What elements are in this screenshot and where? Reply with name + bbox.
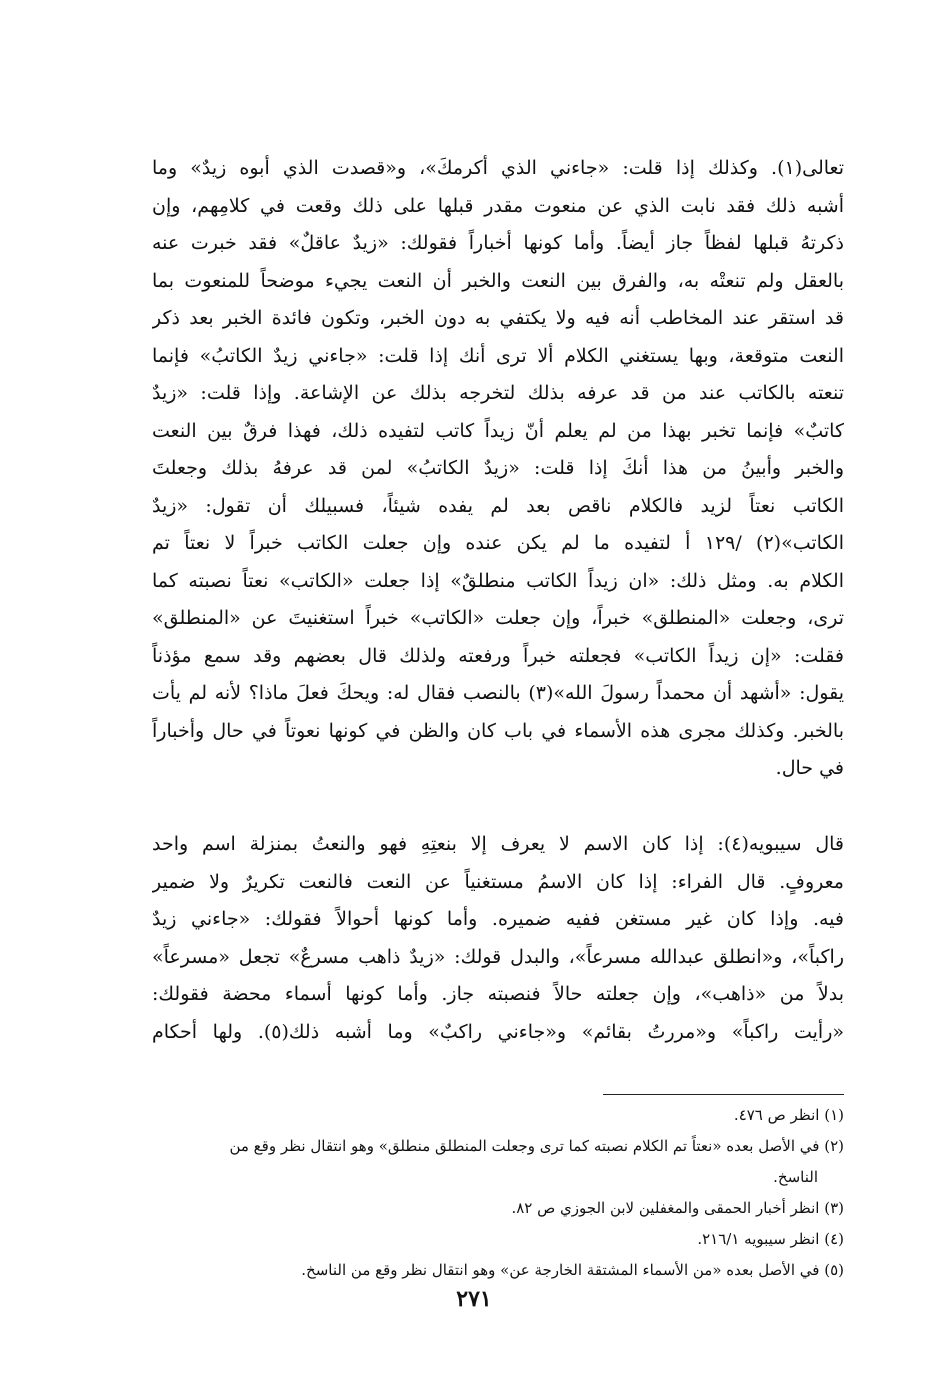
text-line: يقول: «أشهد أن محمداً رسولَ الله»(٣) بالنصب فقال له: ويحكَ فعلَ ماذا؟ لأنه لم يأت [152, 682, 844, 704]
text-line: أشبه ذلك فقد نابت الذي عن منعوت مقدر قبلها على ذلك وقعت في كلامِهم، وإن [152, 194, 844, 217]
footnote: (٥) في الأصل بعده «من الأسماء المشتقة الخارجة عن» وهو انتقال نظر وقع من الناسخ. [301, 1261, 844, 1279]
footnote: (١) انظر ص ٤٧٦. [733, 1106, 844, 1124]
text-line: في حال. [775, 757, 844, 779]
text-line: بدلاً من «ذاهب»، وإن جعلته حالاً فنصبته جاز. وأما كونها أسماء محضة فقولك: [152, 983, 844, 1005]
paragraph-2 [152, 826, 844, 1051]
text-line: ترى، وجعلت «المنطلق» خبراً، وإن جعلت «الكاتب» خبراً استغنيتَ عن «المنطلق» [152, 607, 844, 629]
footnote-separator [603, 1094, 844, 1095]
text-line: فقلت: «إن زيداً الكاتب» فجعلته خبراً ورفعته ولذلك قال بعضهم وقد سمع مؤذناً [152, 644, 844, 667]
text-line: ذكرتهُ قبلها لفظاً جاز أيضاً. وأما كونها أخباراً فقولك: «زيدٌ عاقلٌ» فقد خبرت عنه [152, 232, 844, 254]
text-line: النعت متوقعة، وبها يستغني الكلام ألا ترى أنك إذا قلت: «جاءني زيدٌ الكاتبُ» فإنما [152, 344, 844, 367]
text-line: بالخبر. وكذلك مجرى هذه الأسماء في باب كان والظن في كونها نعوتاً في حال وأخباراً [152, 719, 844, 742]
text-line: الكلام به. ومثل ذلك: «ان زيداً الكاتب منطلقٌ» إذا جعلت «الكاتب» نعتاً نصبته كما [152, 569, 844, 592]
footnote: (٢) في الأصل بعده «نعتاً تم الكلام نصبته كما ترى وجعلت المنطلق منطلق» وهو انتقال نظر وقع من [229, 1137, 844, 1155]
text-line: معروفٍ. قال الفراء: إذا كان الاسمُ مستغنياً عن النعت فالنعت تكريرٌ ولا ضمير [152, 870, 844, 893]
text-line: تعالى(١). وكذلك إذا قلت: «جاءني الذي أكرمكَ»، و«قصدت الذي أبوه زيدٌ» وما [152, 157, 844, 179]
footnote: (٤) انظر سيبويه ٢١٦/١. [697, 1230, 844, 1248]
text-line: تنعته بالكاتب عند من قد عرفه بذلك لتخرجه بذلك عن الإشاعة. وإذا قلت: «زيدٌ [152, 382, 844, 404]
text-line: فيه. وإذا كان غير مستغن ففيه ضميره. وأما كونها أحوالاً فقولك: «جاءني زيدٌ [152, 908, 844, 930]
text-line: والخبر وأبينُ من هذا أنكَ إذا قلت: «زيدٌ الكاتبُ» لمن قد عرفهُ بذلك وجعلتَ [152, 457, 844, 479]
footnotes [152, 1100, 844, 1286]
text-line: قد استقر عند المخاطب أنه فيه ولا يكتفي به دون الخبر، وتكون فائدة الخبر بعد ذكر [152, 307, 844, 329]
text-line: الكاتب نعتاً لزيد فالكلام ناقص بعد لم يفده شيئاً، فسبيلك أن تقول: «زيدٌ [152, 494, 844, 517]
text-line: الكاتب»(٢) /١٢٩ أ لتفيده ما لم يكن عنده وإن جعلت الكاتب خبراً لا نعتاً تم [152, 532, 844, 554]
footnote-continuation: الناسخ. [773, 1168, 818, 1186]
text-line: راكباً»، و«انطلق عبدالله مسرعاً»، والبدل قولك: «زيدٌ ذاهب مسرعٌ» تجعل «مسرعاً» [152, 945, 844, 968]
page-number: ٢٧١ [456, 1286, 492, 1312]
text-line: كاتبٌ» فإنما تخبر بهذا من لم يعلم أنّ زيداً كاتب لتفيده ذلك، فهذا فرقٌ بين النعت [152, 419, 844, 442]
text-line: قال سيبويه(٤): إذا كان الاسم لا يعرف إلا بنعتِهِ فهو والنعتُ بمنزلة اسم واحد [152, 833, 844, 855]
text-line: «رأيت راكباً» و«مررتُ بقائم» و«جاءني راكبٌ» وما أشبه ذلك(٥). ولها أحكام [152, 1020, 844, 1043]
footnote: (٣) انظر أخبار الحمقى والمغفلين لابن الجوزي ص ٨٢. [511, 1199, 844, 1217]
text-line: بالعقل ولم تنعتْه به، والفرق بين النعت والخبر أن النعت يجيء موضحاً للمنعوت بما [152, 269, 844, 292]
paragraph-1 [152, 150, 844, 788]
